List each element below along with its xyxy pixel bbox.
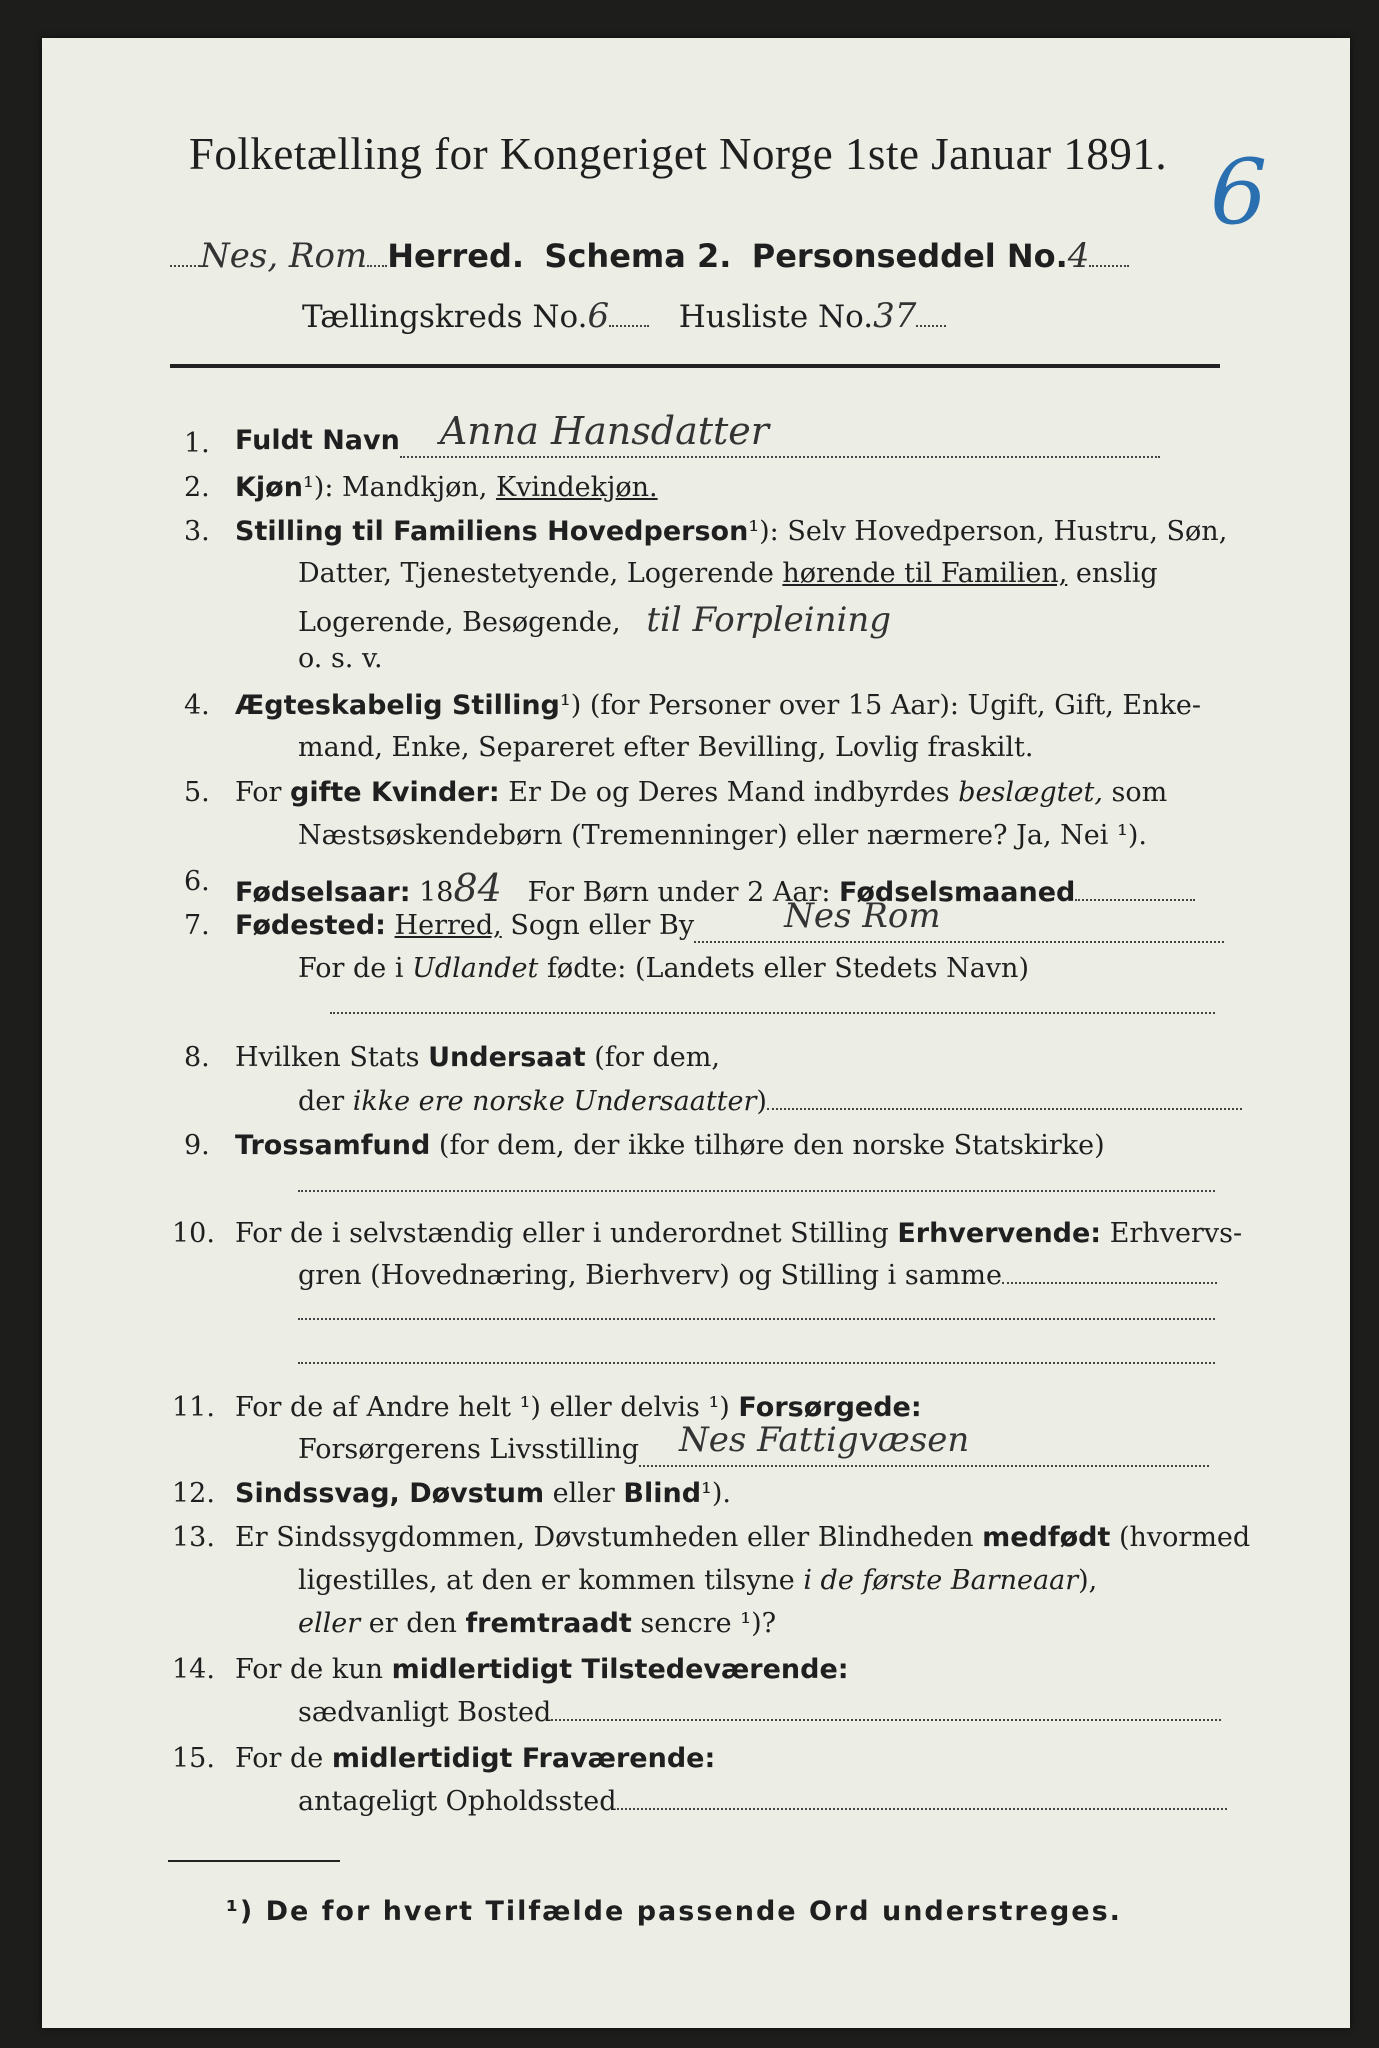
birth-year-value: 84 xyxy=(453,866,502,910)
provider-value: Nes Fattigvæsen xyxy=(679,1420,970,1460)
item-7-line2-a: For de i xyxy=(298,953,413,984)
taellingskreds-line xyxy=(302,296,946,336)
item-7-line-1 xyxy=(235,896,1224,943)
item-11-line-2 xyxy=(298,1420,1209,1467)
item-8-line-1 xyxy=(235,1042,720,1073)
item-12-label2: Blind xyxy=(623,1478,702,1509)
item-10-line-1 xyxy=(235,1218,1242,1249)
item-12-text: eller xyxy=(544,1478,624,1509)
item-6-label: Fødselsaar: xyxy=(235,877,411,908)
item-3-line2-underlined: hørende til Familien, xyxy=(782,558,1068,589)
form-title: Folketælling for Kongeriget Norge 1ste Januar 1891. xyxy=(188,129,1168,179)
item-14-line2: sædvanligt Bosted xyxy=(298,1697,552,1728)
item-8-line2-italic: ikke ere norske Undersaatter xyxy=(352,1086,757,1117)
item-10-text-a: For de i selvstændig eller i underordnet Stilling xyxy=(235,1218,898,1249)
item-12-label: Sindssvag, Døvstum xyxy=(235,1478,545,1509)
schema-label: Schema 2. xyxy=(544,237,732,275)
item-15-text-a: For de xyxy=(235,1743,332,1774)
birthplace-value: Nes Rom xyxy=(784,896,941,936)
item-13-text-b: (hvormed xyxy=(1110,1522,1251,1553)
item-13-line2-a: ligestilles, at den er kommen tilsyne xyxy=(298,1565,804,1596)
item-15-line-2 xyxy=(298,1786,1227,1817)
item-9-blank-line xyxy=(298,1168,1215,1199)
item-5-text-a: For xyxy=(235,777,291,808)
item-15-line-1 xyxy=(235,1743,715,1774)
item-5-text-b: Er De og Deres Mand indbyrdes xyxy=(499,777,959,808)
item-13-line2-italic: i de første Barneaar xyxy=(803,1565,1079,1596)
footnote: ¹) De for hvert Tilfælde passende Ord understreges. xyxy=(226,1896,1122,1927)
item-15-number: 15. xyxy=(172,1743,215,1774)
item-7-label: Fødested: xyxy=(235,910,386,941)
item-9-text: (for dem, der ikke tilhøre den norske Statskirke) xyxy=(430,1130,1105,1161)
taellingskreds-value: 6 xyxy=(587,296,610,336)
item-13-text-a: Er Sindssygdommen, Døvstumheden eller Blindheden xyxy=(235,1522,983,1553)
item-3-line-4: o. s. v. xyxy=(298,643,383,674)
item-2-number: 2. xyxy=(184,472,210,503)
item-9-label: Trossamfund xyxy=(235,1130,431,1161)
item-9-line xyxy=(235,1130,1105,1161)
item-6-label2: Fødselsmaaned xyxy=(839,877,1076,908)
item-13-number: 13. xyxy=(172,1522,215,1553)
item-13-label: medfødt xyxy=(982,1522,1111,1553)
item-8-text-b: (for dem, xyxy=(585,1042,720,1073)
herred-value: Nes, Rom xyxy=(200,236,368,276)
item-13-line3-italic: eller xyxy=(298,1608,361,1639)
husliste-value: 37 xyxy=(873,296,917,336)
item-10-number: 10. xyxy=(172,1218,215,1249)
item-5-label: gifte Kvinder: xyxy=(290,777,500,808)
item-3-line-1 xyxy=(235,516,1227,547)
item-10-line-2 xyxy=(298,1260,1217,1291)
item-5-line-1 xyxy=(235,777,1167,808)
item-6-line xyxy=(235,866,1195,910)
item-4-line-2: mand, Enke, Separeret efter Bevilling, Lovlig fraskilt. xyxy=(298,732,1034,763)
item-8-text-a: Hvilken Stats xyxy=(235,1042,429,1073)
item-2-line xyxy=(235,472,658,503)
census-form xyxy=(42,38,1350,2028)
item-9-number: 9. xyxy=(184,1130,210,1161)
item-4-label: Ægteskabelig Stilling xyxy=(235,690,560,721)
item-12-tail: ¹). xyxy=(701,1478,731,1509)
header-rule xyxy=(170,364,1220,368)
item-13-line-3 xyxy=(298,1608,776,1639)
birth-year-prefix: 18 xyxy=(419,877,454,908)
item-10-line2: gren (Hovednæring, Bierhverv) og Stilling i samme xyxy=(298,1260,1003,1291)
item-5-line-2: Næstsøskendebørn (Tremenninger) eller nærmere? Ja, Nei ¹). xyxy=(298,820,1147,851)
item-11-line-1 xyxy=(235,1392,922,1423)
personseddel-label: Personseddel No. xyxy=(751,237,1068,275)
taellingskreds-label: Tællingskreds No. xyxy=(302,299,588,335)
item-8-label: Undersaat xyxy=(428,1042,586,1073)
item-5-number: 5. xyxy=(184,777,210,808)
item-3-number: 3. xyxy=(184,516,210,547)
item-7-text: Sogn eller By xyxy=(501,910,695,941)
item-12-number: 12. xyxy=(172,1478,215,1509)
item-8-line-2 xyxy=(298,1086,1242,1117)
item-4-number: 4. xyxy=(184,690,210,721)
item-8-line2-a: der xyxy=(298,1086,353,1117)
item-11-label: Forsørgede: xyxy=(738,1392,922,1423)
item-12-line xyxy=(235,1478,731,1509)
item-10-blank-line-2 xyxy=(298,1340,1215,1371)
item-14-number: 14. xyxy=(172,1654,215,1685)
item-7-underlined: Herred, xyxy=(394,910,502,941)
full-name-value: Anna Hansdatter xyxy=(439,409,769,453)
item-10-blank-line-1 xyxy=(298,1296,1215,1327)
item-10-text-b: Erhvervs- xyxy=(1101,1218,1243,1249)
item-7-line2-b: fødte: (Landets eller Stedets Navn) xyxy=(538,953,1029,984)
personseddel-value: 4 xyxy=(1067,236,1090,276)
item-3-line2-a: Datter, Tjenestetyende, Logerende xyxy=(298,558,783,589)
item-7-line-2 xyxy=(298,953,1029,984)
item-3-text: ¹): Selv Hovedperson, Hustru, Søn, xyxy=(748,516,1228,547)
item-15-line2: antageligt Opholdssted xyxy=(298,1786,617,1817)
item-8-number: 8. xyxy=(184,1042,210,1073)
footnote-rule xyxy=(168,1860,340,1862)
item-8-line2-b: ) xyxy=(756,1086,767,1117)
item-13-line-2 xyxy=(298,1565,1097,1596)
item-5-italic: beslægtet, xyxy=(958,777,1103,808)
item-2-underlined: Kvindekjøn. xyxy=(495,472,658,503)
item-2-text: ): Mandkjøn, xyxy=(313,472,496,503)
item-11-number: 11. xyxy=(172,1392,215,1423)
item-11-text-a: For de af Andre helt ¹) eller delvis ¹) xyxy=(235,1392,739,1423)
item-3-line-3 xyxy=(298,600,891,640)
item-1-line xyxy=(235,409,1160,458)
item-5-text-c: som xyxy=(1102,777,1168,808)
item-14-text-a: For de kun xyxy=(235,1654,392,1685)
item-7-blank-line xyxy=(330,990,1215,1021)
item-6-text: For Børn under 2 Aar: xyxy=(527,877,840,908)
item-1-label: Fuldt Navn xyxy=(235,425,400,456)
item-13-line2-b: ), xyxy=(1078,1565,1098,1596)
item-4-text: ¹) (for Personer over 15 Aar): Ugift, Gift, Enke- xyxy=(559,690,1201,721)
item-3-line3: Logerende, Besøgende, xyxy=(298,607,621,638)
husliste-label: Husliste No. xyxy=(678,299,874,335)
item-7-number: 7. xyxy=(184,910,210,941)
item-13-line3-b: sencre ¹)? xyxy=(631,1608,777,1639)
item-14-line-2 xyxy=(298,1697,1221,1728)
item-13-line-1 xyxy=(235,1522,1250,1553)
item-7-line2-italic: Udlandet xyxy=(412,953,539,984)
item-3-line2-b: enslig xyxy=(1067,558,1158,589)
corner-handwritten-mark: 6 xyxy=(1210,140,1268,245)
item-1-number: 1. xyxy=(184,428,210,459)
item-15-label: midlertidigt Fraværende: xyxy=(331,1743,716,1774)
item-3-line-2 xyxy=(298,558,1158,589)
herred-line xyxy=(170,236,1129,276)
herred-label: Herred. xyxy=(387,237,525,275)
item-14-label: midlertidigt Tilstedeværende: xyxy=(391,1654,849,1685)
item-14-line-1 xyxy=(235,1654,849,1685)
item-6-number: 6. xyxy=(184,866,210,897)
item-4-line-1 xyxy=(235,690,1201,721)
item-10-label: Erhvervende: xyxy=(897,1218,1102,1249)
item-13-line3-label: fremtraadt xyxy=(465,1608,632,1639)
item-13-line3-a: er den xyxy=(360,1608,466,1639)
item-11-line2: Forsørgerens Livsstilling xyxy=(298,1434,640,1465)
item-2-label: Kjøn xyxy=(235,472,303,503)
family-position-value: til Forpleining xyxy=(646,600,892,640)
item-3-label: Stilling til Familiens Hovedperson xyxy=(235,516,749,547)
item-2-sup: ¹ xyxy=(302,472,314,503)
